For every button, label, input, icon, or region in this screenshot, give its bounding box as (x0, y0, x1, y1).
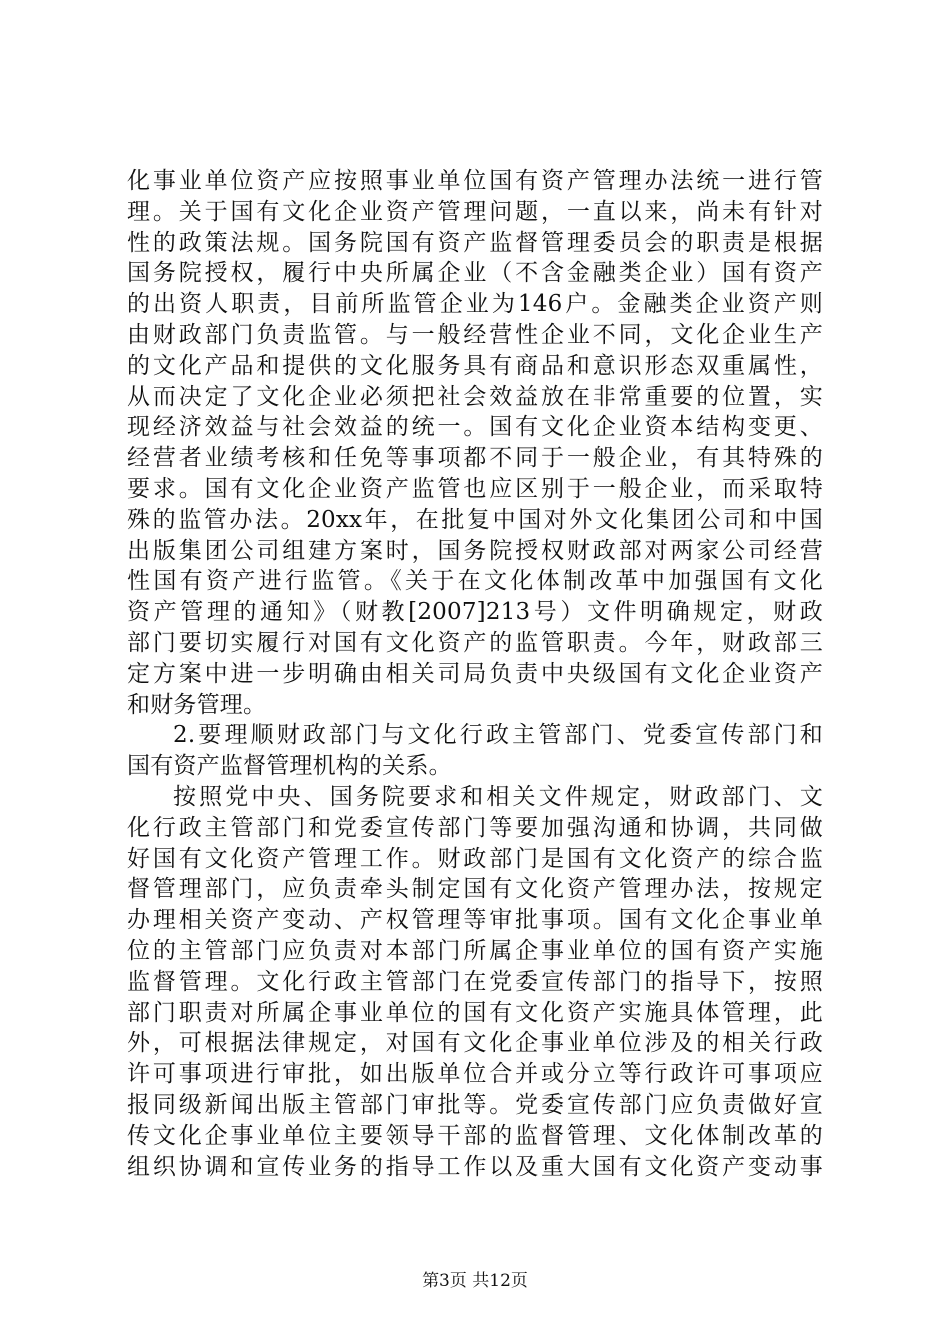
text-line: 传文化企事业单位主要领导干部的监督管理、文化体制改革的 (127, 1122, 823, 1149)
text-line: 资产管理的通知》（财教[2007]213号）文件明确规定，财政 (127, 599, 823, 626)
text-line: 理。关于国有文化企业资产管理问题，一直以来，尚未有针对 (127, 198, 823, 225)
text-line: 性的政策法规。国务院国有资产监督管理委员会的职责是根据 (127, 229, 823, 256)
text-line: 办理相关资产变动、产权管理等审批事项。国有文化企事业单 (127, 907, 823, 934)
text-line: 监督管理。文化行政主管部门在党委宣传部门的指导下，按照 (127, 968, 823, 995)
text-line: 和财务管理。 (127, 691, 267, 718)
text-line: 督管理部门，应负责牵头制定国有文化资产管理办法，按规定 (127, 876, 823, 903)
text-line: 许可事项进行审批，如出版单位合并或分立等行政许可事项应 (127, 1061, 823, 1088)
text-line: 外，可根据法律规定，对国有文化企事业单位涉及的相关行政 (127, 1030, 823, 1057)
document-body (127, 166, 823, 1182)
text-line: 按照党中央、国务院要求和相关文件规定，财政部门、文 (173, 783, 823, 810)
text-line: 组织协调和宣传业务的指导工作以及重大国有文化资产变动事 (127, 1153, 823, 1180)
text-line: 性国有资产进行监管。《关于在文化体制改革中加强国有文化 (127, 568, 823, 595)
text-line: 化行政主管部门和党委宣传部门等要加强沟通和协调，共同做 (127, 814, 823, 841)
page-number-footer: 第3页 共12页 (422, 1271, 528, 1291)
text-line: 经营者业绩考核和任免等事项都不同于一般企业，有其特殊的 (127, 445, 823, 472)
text-line: 的文化产品和提供的文化服务具有商品和意识形态双重属性， (127, 352, 823, 379)
text-line: 位的主管部门应负责对本部门所属企事业单位的国有资产实施 (127, 937, 823, 964)
text-line: 出版集团公司组建方案时，国务院授权财政部对两家公司经营 (127, 537, 823, 564)
text-line: 报同级新闻出版主管部门审批等。党委宣传部门应负责做好宣 (127, 1091, 823, 1118)
text-line: 化事业单位资产应按照事业单位国有资产管理办法统一进行管 (127, 168, 823, 194)
text-line: 要求。国有文化企业资产监管也应区别于一般企业，而采取特 (127, 475, 823, 502)
text-line: 从而决定了文化企业必须把社会效益放在非常重要的位置，实 (127, 383, 823, 410)
text-line: 由财政部门负责监管。与一般经营性企业不同，文化企业生产 (127, 321, 823, 348)
text-line: 的出资人职责，目前所监管企业为146户。金融类企业资产则 (127, 291, 823, 318)
text-line: 殊的监管办法。20xx年，在批复中国对外文化集团公司和中国 (127, 506, 823, 533)
section-heading-line: 2.要理顺财政部门与文化行政主管部门、党委宣传部门和 (173, 722, 823, 749)
text-line: 部门要切实履行对国有文化资产的监管职责。今年，财政部三 (127, 629, 823, 656)
text-line: 好国有文化资产管理工作。财政部门是国有文化资产的综合监 (127, 845, 823, 872)
section-heading-line: 国有资产监督管理机构的关系。 (127, 753, 452, 780)
text-line: 定方案中进一步明确由相关司局负责中央级国有文化企业资产 (127, 660, 823, 687)
text-line: 部门职责对所属企事业单位的国有文化资产实施具体管理，此 (127, 999, 823, 1026)
text-line: 现经济效益与社会效益的统一。国有文化企业资本结构变更、 (127, 414, 823, 441)
text-line: 国务院授权，履行中央所属企业（不含金融类企业）国有资产 (127, 260, 823, 287)
